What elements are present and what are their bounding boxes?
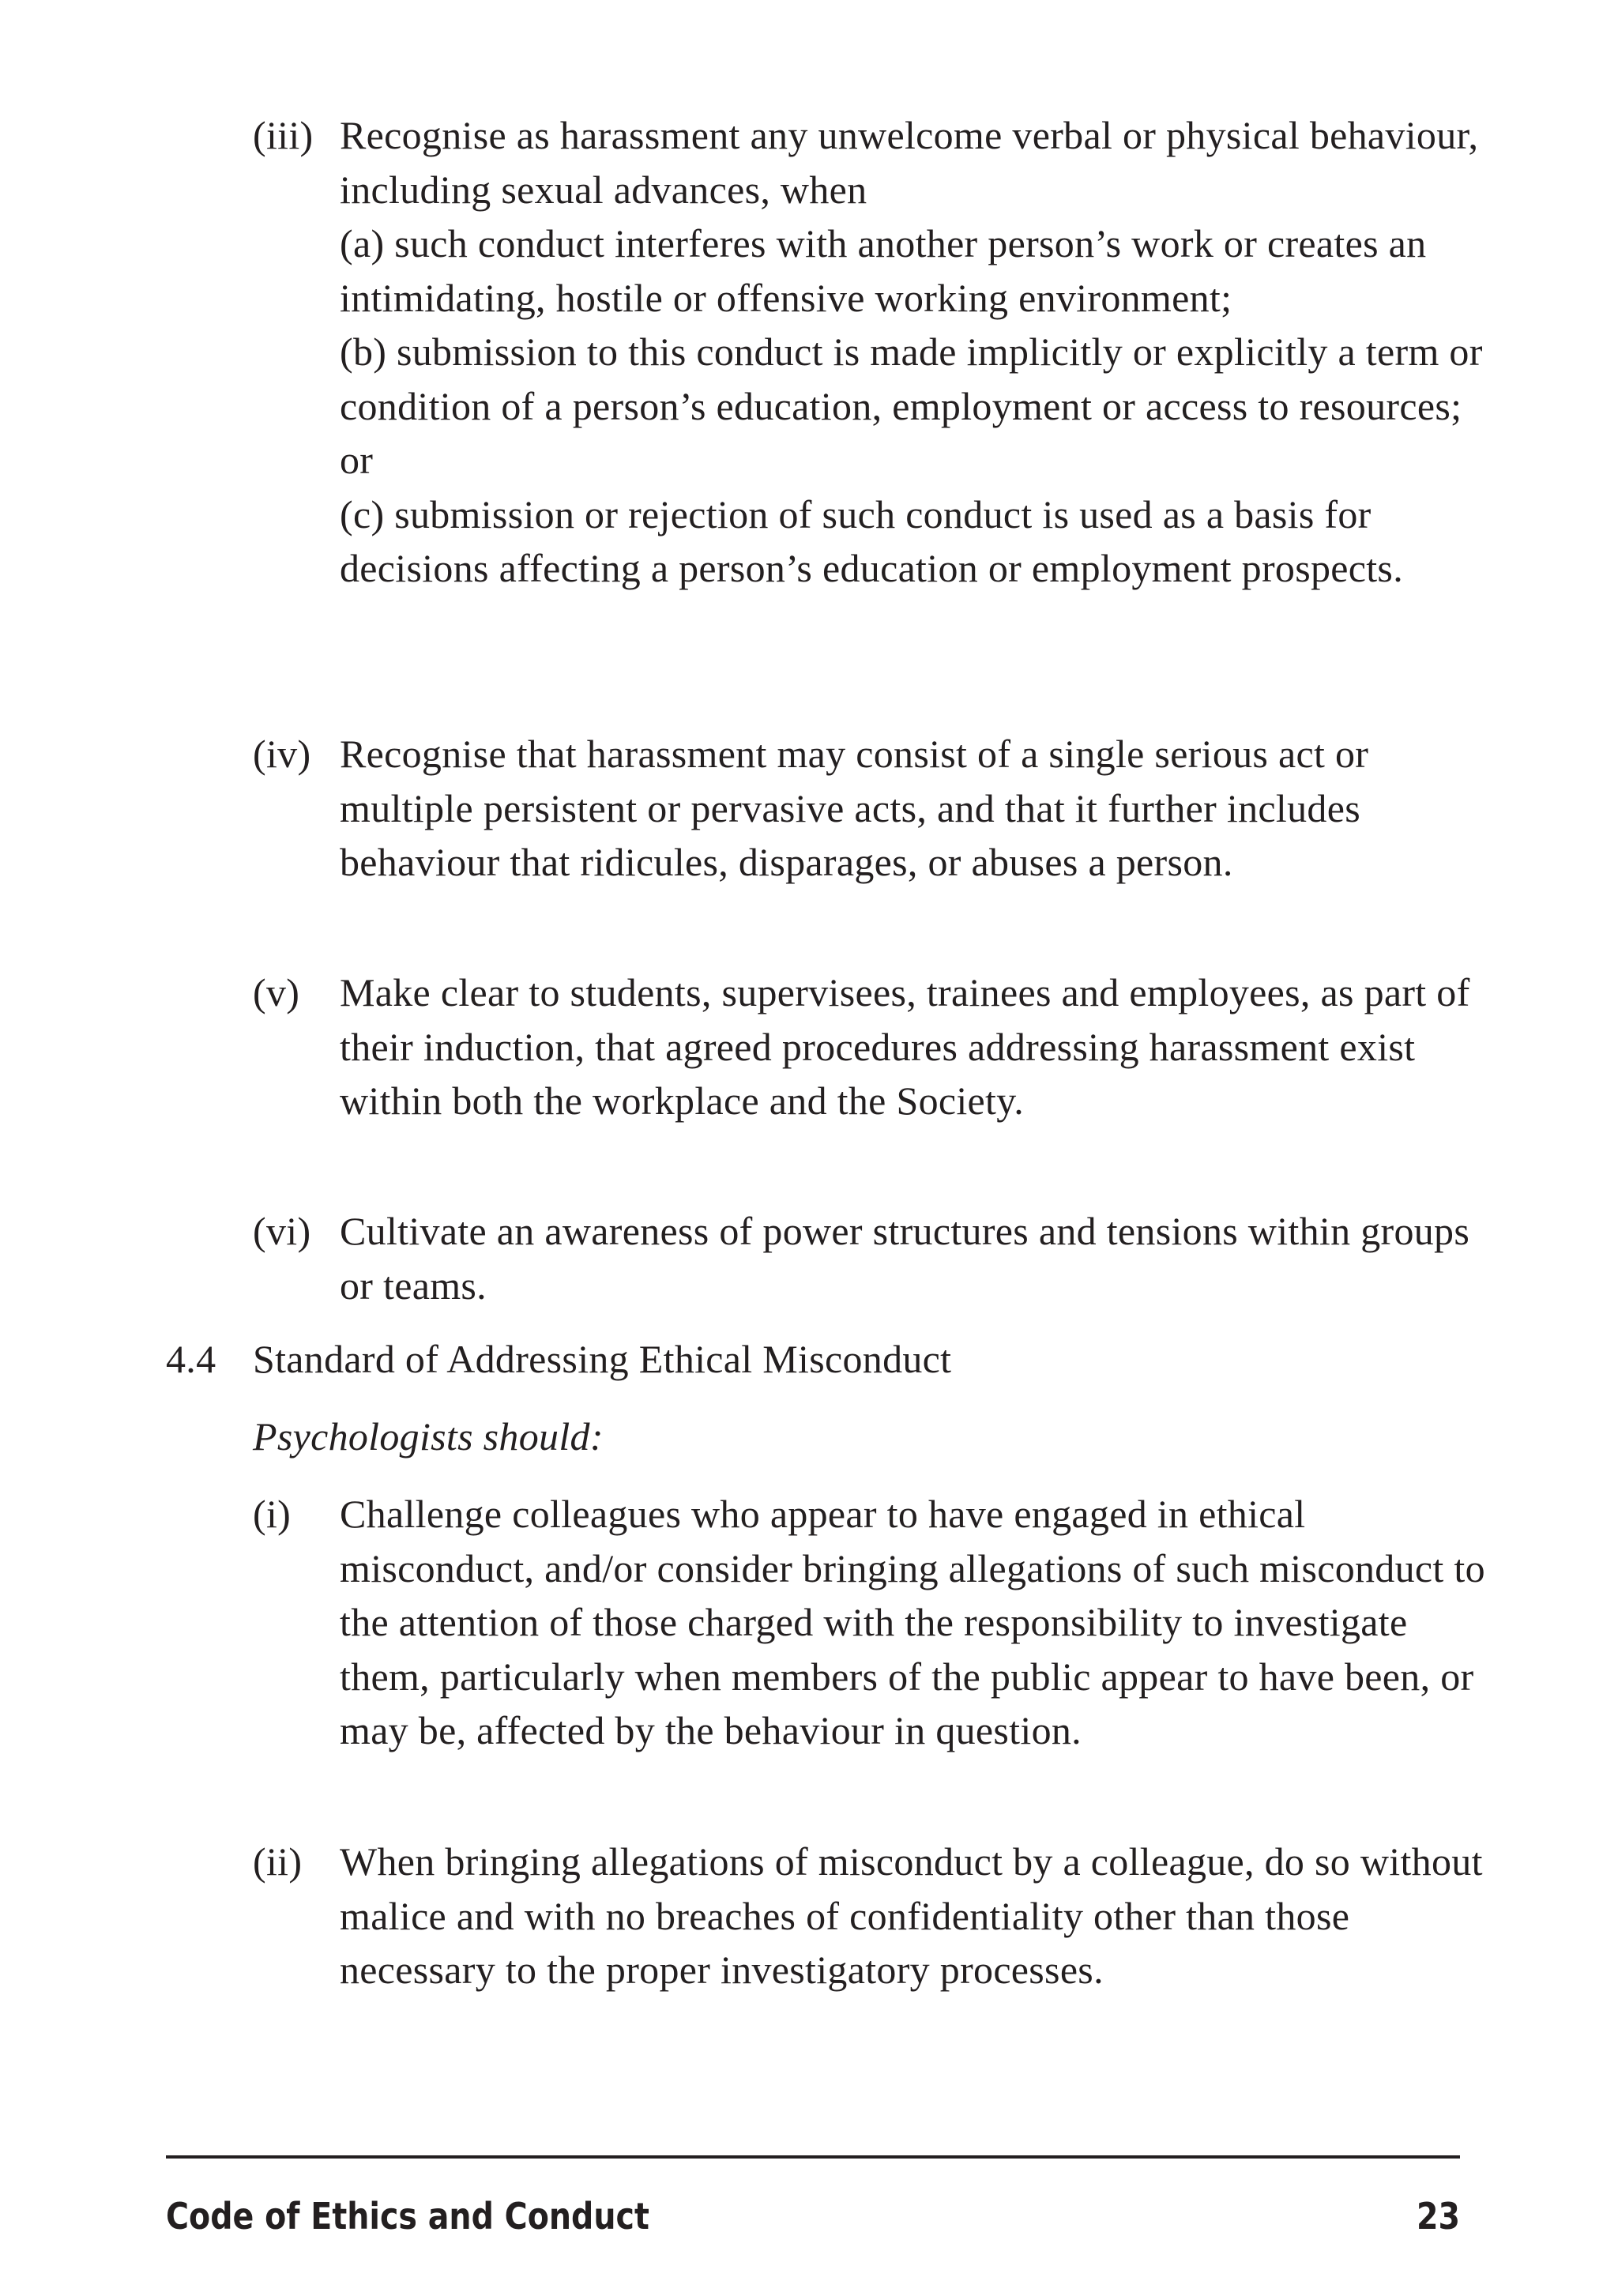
item-paragraph: Challenge colleagues who appear to have engaged in ethical misconduct, and/or consider bringing allegations of such misconduct to the attention of those charged with the responsibility to investigate them, particularly when members of the public appear to have been, or may be, affected by the behaviour in question. (340, 1492, 1485, 1752)
item-text (340, 965, 1485, 1128)
item-text (340, 1204, 1485, 1312)
item-text (340, 727, 1485, 890)
item-paragraph: Cultivate an awareness of power structures and tensions within groups or teams. (340, 1209, 1470, 1308)
item-paragraph: Make clear to students, supervisees, trainees and employees, as part of their induction, that agreed procedures addressing harassment exist within both the workplace and the Society. (340, 970, 1470, 1123)
item-paragraph: (b) submission to this conduct is made implicitly or explicitly a term or condition of a person’s education, employment or access to resources; or (340, 329, 1483, 482)
item-number: (v) (253, 970, 300, 1014)
item-text (340, 1487, 1485, 1758)
item-number: (i) (253, 1492, 292, 1536)
list-item-i (253, 1487, 1485, 1758)
section-title: Standard of Addressing Ethical Misconduct (253, 1337, 952, 1381)
item-text (340, 108, 1485, 596)
item-paragraph: (c) submission or rejection of such conduct is used as a basis for decisions affecting a person’s education or employment prospects. (340, 491, 1403, 590)
item-number: (vi) (253, 1209, 311, 1253)
item-paragraph: Recognise that harassment may consist of a single serious act or multiple persistent or pervasive acts, and that it further includes behaviour that ridicules, disparages, or abuses a person. (340, 732, 1369, 884)
section-number: 4.4 (166, 1337, 216, 1381)
footer-divider (166, 2155, 1460, 2159)
list-item-ii (253, 1835, 1485, 1997)
footer-title: Code of Ethics and Conduct (166, 2195, 649, 2238)
item-number: (iii) (253, 113, 314, 157)
item-paragraph: (a) such conduct interferes with another person’s work or creates an intimidating, hostile or offensive working environment; (340, 221, 1427, 320)
page-number: 23 (1416, 2195, 1460, 2238)
item-number: (ii) (253, 1839, 303, 1884)
item-paragraph: Recognise as harassment any unwelcome verbal or physical behaviour, including sexual advances, when (340, 113, 1479, 212)
item-paragraph: When bringing allegations of misconduct by a colleague, do so without malice and with no breaches of confidentiality other than those necessary to the proper investigatory processes. (340, 1839, 1483, 1992)
list-item-v (253, 965, 1485, 1128)
item-number: (iv) (253, 732, 311, 776)
item-text (340, 1835, 1485, 1997)
list-item-iii (253, 108, 1485, 596)
list-item-vi (253, 1204, 1485, 1312)
section-heading (166, 1332, 1430, 1387)
section-intro: Psychologists should: (253, 1414, 604, 1459)
list-item-iv (253, 727, 1485, 890)
